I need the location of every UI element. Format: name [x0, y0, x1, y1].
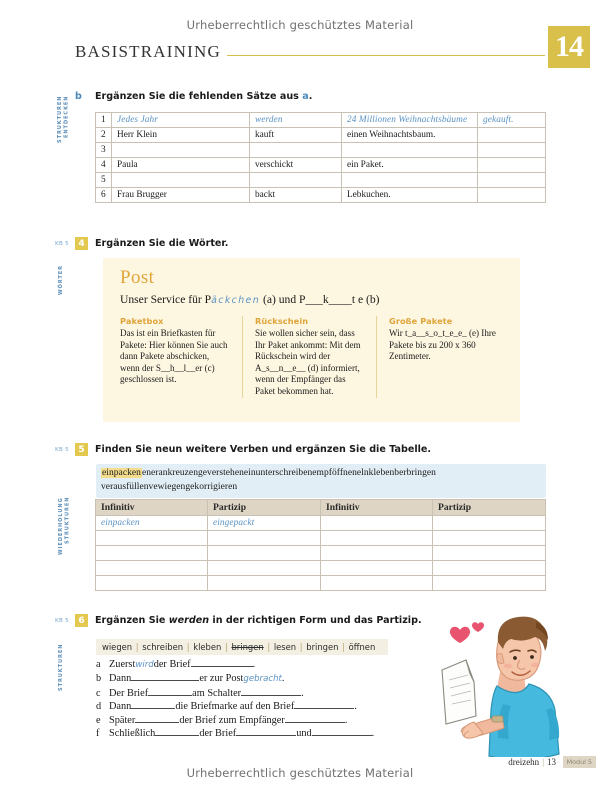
sentence-text: die Briefmarke auf den Brief [175, 701, 295, 713]
exercise-6-title-part2: in der richtigen Form und das Partizip. [209, 615, 422, 626]
exercise-5-title: Finden Sie neun weitere Verben und ergänzen Sie die Tabelle. [95, 444, 432, 455]
answer-blank[interactable] [294, 700, 354, 709]
sentence-row [96, 700, 456, 713]
table-cell [96, 576, 208, 591]
sentence-text: Dann [109, 673, 132, 685]
cell-object: einen Weihnachtsbaum. [342, 128, 478, 143]
exercise-5-table-body [96, 516, 546, 591]
sentence-row [96, 672, 456, 686]
post-column-text: Das ist ein Briefkasten für Pakete: Hier können Sie auch dann Pakete abschicken, wenn der S__h__l__er (c) geschlossen ist. [120, 328, 228, 385]
table-cell [208, 576, 321, 591]
page-title: BASISTRAINING [75, 42, 221, 61]
word-bank-item: kleben [193, 642, 222, 652]
word-chain-puzzle [96, 464, 546, 498]
section-title-row [75, 42, 545, 62]
word-bank-separator: | [184, 642, 193, 652]
table-row [96, 113, 546, 128]
sentence-text: Dann [109, 701, 132, 713]
cell-object [342, 143, 478, 158]
table-cell [433, 576, 546, 591]
exercise-b-title-after: . [308, 91, 313, 102]
cell-participle [478, 158, 546, 173]
sidebar-tag-strukturen-entdecken: STRUKTUREN ENTDECKEN [57, 96, 70, 144]
cell-verb: kauft [250, 128, 342, 143]
column-header: Partizip [208, 500, 321, 516]
cell-object: Lebkuchen. [342, 188, 478, 203]
post-columns [120, 316, 510, 398]
table-cell [321, 576, 433, 591]
sentence-label: e [96, 714, 101, 726]
cell-subject: Paula [112, 158, 250, 173]
page-footer-inner [508, 757, 556, 767]
page-number: 13 [547, 757, 556, 767]
row-number: 1 [96, 113, 112, 128]
word-chain-highlight: einpacken [102, 468, 141, 478]
table-cell [433, 516, 546, 531]
sentence-text: Zuerst [109, 659, 136, 670]
sentence-label: f [96, 728, 100, 740]
sentence-text: Später [109, 714, 136, 726]
table-cell [96, 531, 208, 546]
answer-blank[interactable] [131, 700, 175, 709]
word-bank-item: bringen [231, 642, 264, 652]
word-bank-separator: | [297, 642, 306, 652]
cell-object [342, 173, 478, 188]
exercise-5-number: 5 [75, 443, 88, 456]
table-row [96, 546, 546, 561]
cell-participle [478, 173, 546, 188]
table-cell [433, 561, 546, 576]
cell-verb [250, 143, 342, 158]
table-row [96, 531, 546, 546]
post-box-title: Post [120, 267, 155, 288]
exercise-6-heading [55, 614, 422, 627]
sentence-label: a [96, 659, 101, 670]
exercise-b-heading [75, 91, 312, 102]
sentence-row [96, 727, 456, 740]
table-row [96, 188, 546, 203]
copyright-notice-top: Urheberrechtlich geschütztes Material [186, 18, 414, 32]
sentence-label: c [96, 687, 101, 699]
exercise-6-number: 6 [75, 614, 88, 627]
answer-blank[interactable] [285, 714, 345, 723]
word-bank-item: bringen [306, 642, 339, 652]
sentence-row [96, 714, 456, 727]
exercise-b-letter: b [75, 91, 82, 102]
post-column-heading: Große Pakete [389, 316, 453, 326]
exercise-6-title [95, 615, 422, 626]
post-lead-handwritten: äckchen [211, 295, 261, 306]
page-word: dreizehn [508, 757, 540, 767]
cell-object: 24 Millionen Weihnachtsbäume [342, 113, 478, 128]
cell-participle [478, 143, 546, 158]
column-header: Infinitiv [96, 500, 208, 516]
answer-blank[interactable] [131, 672, 199, 681]
sentence-punctuation: . [371, 728, 375, 740]
exercise-4-heading [55, 237, 228, 250]
answer-blank[interactable] [135, 714, 179, 723]
heart-icon [450, 622, 484, 643]
exercise-4-title: Ergänzen Sie die Wörter. [95, 238, 229, 249]
word-bank-item: wiegen [102, 642, 133, 652]
exercise-5-heading [55, 443, 431, 456]
table-row [96, 576, 546, 591]
table-cell [321, 561, 433, 576]
post-info-box [103, 258, 520, 422]
sidebar-tag-woerter: WÖRTER [58, 265, 64, 295]
exercise-6-word-bank [96, 639, 388, 655]
footer-separator: | [542, 757, 544, 767]
table-row [96, 143, 546, 158]
letter-paper [442, 660, 476, 724]
cell-subject: Frau Brugger [112, 188, 250, 203]
cell-participle [478, 188, 546, 203]
exercise-b-table [95, 112, 546, 203]
sentence-punctuation: . [252, 659, 256, 670]
answer-blank[interactable] [155, 727, 199, 736]
exercise-6-sentences [96, 658, 456, 740]
sentence-text: Der Brief [109, 687, 149, 699]
sentence-label: b [96, 673, 102, 685]
sentence-answer-handwritten: wird [135, 660, 154, 670]
exercise-5-table [95, 499, 546, 591]
sentence-text: Schließlich [109, 728, 156, 740]
exercise-6-title-part1: Ergänzen Sie [95, 615, 169, 626]
sidebar-tag-strukturen: STRUKTUREN [58, 643, 64, 691]
post-column-text: Wir t_a__s_o_t_e_e_ (e) Ihre Pakete bis zu 200 x 360 Zentimeter. [389, 328, 496, 362]
sentence-text: und [296, 728, 312, 740]
sentence-text: der Brief [199, 728, 237, 740]
answer-blank[interactable] [191, 658, 253, 667]
sentence-text: der Brief zum Empfänger [179, 714, 285, 726]
word-bank-separator: | [222, 642, 231, 652]
cell-subject [112, 173, 250, 188]
table-cell [208, 561, 321, 576]
table-cell [208, 546, 321, 561]
row-number: 5 [96, 173, 112, 188]
row-number: 3 [96, 143, 112, 158]
cell-subject [112, 143, 250, 158]
cell-participle [478, 128, 546, 143]
table-cell [208, 531, 321, 546]
post-box-lead [120, 293, 520, 306]
word-bank-item: öffnen [348, 642, 376, 652]
post-column-3 [376, 316, 510, 398]
sentence-text: am Schalter [192, 687, 242, 699]
exercise-b-title-ref: a [302, 91, 309, 102]
exercise-b-title [95, 91, 312, 102]
cell-verb: werden [250, 113, 342, 128]
exercise-b-title-before: Ergänzen Sie die fehlenden Sätze aus [95, 91, 303, 102]
word-chain-line2: verausfüllenvewiegengekorrigieren [101, 481, 238, 492]
table-cell: einpacken [96, 516, 208, 531]
cell-verb [250, 173, 342, 188]
sentence-row [96, 658, 456, 672]
table-cell: eingepackt [208, 516, 321, 531]
post-column-1 [120, 316, 242, 398]
table-row [96, 128, 546, 143]
sidebar-tag-wiederholung-strukturen: WIEDERHOLUNG STRUKTUREN [58, 497, 71, 555]
table-cell [321, 546, 433, 561]
exercise-6-title-italic: werden [168, 615, 210, 626]
cell-subject: Jedes Jahr [112, 113, 250, 128]
exercise-b-table-body [96, 113, 546, 203]
sentence-punctuation: . [344, 714, 348, 726]
sentence-row [96, 687, 456, 700]
cell-subject: Herr Klein [112, 128, 250, 143]
man-reading-letter-illustration [440, 612, 600, 757]
post-column-heading: Paketbox [120, 316, 164, 326]
exercise-4-kb-ref: KB 5 [55, 240, 70, 247]
post-lead-part1: Unser Service für P [120, 293, 212, 306]
chapter-number-tab: 14 [548, 26, 590, 68]
post-column-heading: Rückschein [254, 316, 309, 326]
cell-verb: backt [250, 188, 342, 203]
table-cell [96, 546, 208, 561]
exercise-4-number: 4 [75, 237, 88, 250]
word-bank-separator: | [133, 642, 142, 652]
sentence-text: der Brief [153, 659, 191, 670]
sentence-punctuation: . [354, 701, 357, 713]
exercise-6-kb-ref: KB 5 [55, 617, 70, 624]
module-tag: Modul 5 [563, 756, 596, 768]
exercise-5-kb-ref: KB 5 [55, 446, 70, 453]
post-column-2 [242, 316, 376, 398]
copyright-notice-bottom: Urheberrechtlich geschütztes Material [186, 766, 414, 780]
table-cell [433, 546, 546, 561]
table-row [96, 516, 546, 531]
sentence-text: er zur Post [199, 673, 244, 685]
title-divider [227, 55, 545, 56]
sentence-answer-handwritten: gebracht [243, 674, 282, 685]
table-cell [433, 531, 546, 546]
cell-object: ein Paket. [342, 158, 478, 173]
table-cell [96, 561, 208, 576]
table-cell [321, 516, 433, 531]
row-number: 2 [96, 128, 112, 143]
sentence-punctuation: . [301, 687, 304, 699]
cell-participle: gekauft. [478, 113, 546, 128]
sentence-punctuation: . [281, 673, 285, 685]
post-lead-part2: (a) und P___k____t e (b) [260, 293, 380, 306]
post-column-text: Sie wollen sicher sein, dass Ihr Paket ankommt: Mit dem Rückschein wird der A_s__n__e__ (d) informiert, wenn der Empfänger das Paket bekommen hat. [254, 328, 361, 396]
answer-blank[interactable] [312, 727, 372, 736]
word-bank-separator: | [339, 642, 348, 652]
table-row [96, 158, 546, 173]
column-header: Partizip [433, 500, 546, 516]
row-number: 6 [96, 188, 112, 203]
answer-blank[interactable] [236, 727, 296, 736]
word-chain-line1: enerankreuzengeversteheneinunterschreibenempföffnenelnklebenberbringen [141, 468, 436, 478]
word-bank-item: lesen [273, 642, 297, 652]
word-bank-separator: | [264, 642, 273, 652]
answer-blank[interactable] [148, 687, 192, 696]
exercise-5-table-header [96, 500, 546, 516]
answer-blank[interactable] [241, 687, 301, 696]
table-row [96, 561, 546, 576]
column-header: Infinitiv [321, 500, 433, 516]
table-row [96, 173, 546, 188]
cell-verb: verschickt [250, 158, 342, 173]
row-number: 4 [96, 158, 112, 173]
sentence-label: d [96, 701, 102, 713]
word-bank-item: schreiben [142, 642, 184, 652]
table-cell [321, 531, 433, 546]
